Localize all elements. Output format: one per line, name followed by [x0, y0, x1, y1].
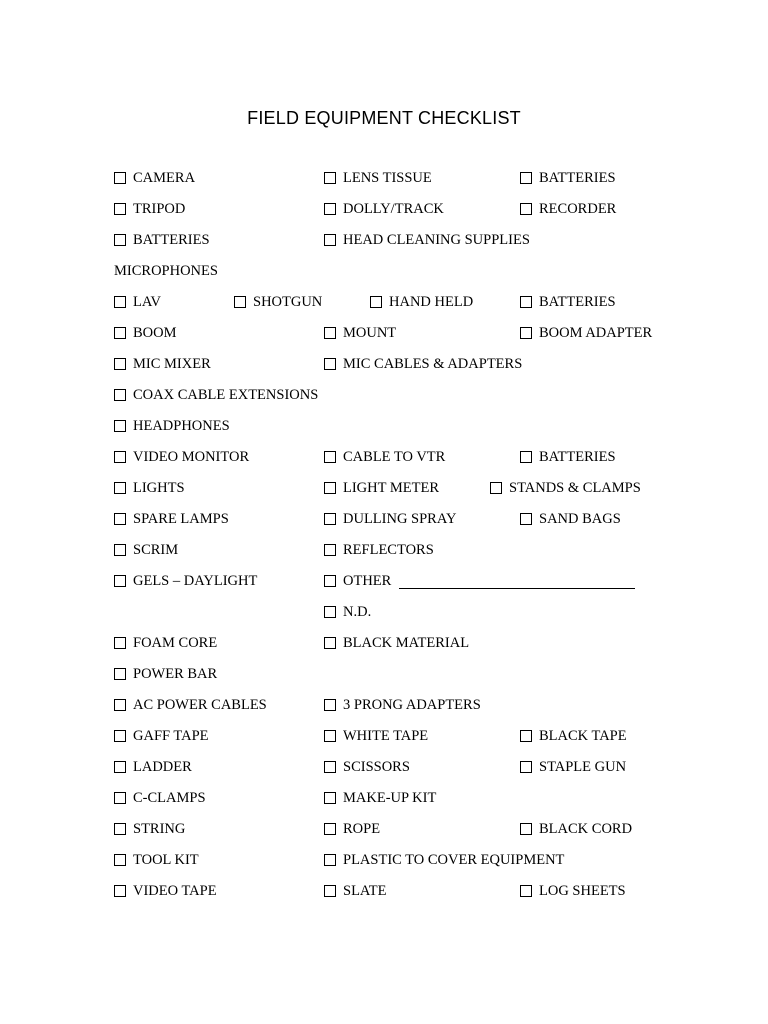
checkbox-icon[interactable] [114, 327, 126, 339]
checkbox-icon[interactable] [324, 699, 336, 711]
checkbox-icon[interactable] [520, 296, 532, 308]
checkbox-icon[interactable] [520, 513, 532, 525]
item-label: SPARE LAMPS [133, 511, 229, 527]
checkbox-light-meter[interactable] [324, 480, 439, 496]
checkbox-icon[interactable] [114, 389, 126, 401]
checkbox-icon[interactable] [114, 234, 126, 246]
item-label: OTHER [343, 573, 392, 589]
item-label: HEAD CLEANING SUPPLIES [343, 232, 530, 248]
item-label: HAND HELD [389, 294, 474, 310]
item-label: BOOM ADAPTER [539, 325, 653, 341]
checkbox-icon[interactable] [114, 637, 126, 649]
checkbox-make-up-kit[interactable] [324, 790, 436, 806]
item-label: LIGHTS [133, 480, 185, 496]
checkbox-staple-gun[interactable] [520, 759, 626, 775]
item-label: COAX CABLE EXTENSIONS [133, 387, 319, 403]
item-label: C-CLAMPS [133, 790, 206, 806]
item-label: DULLING SPRAY [343, 511, 457, 527]
checkbox-camera[interactable] [114, 170, 195, 186]
item-label: 3 PRONG ADAPTERS [343, 697, 481, 713]
item-label: BOOM [133, 325, 177, 341]
checkbox-nd[interactable] [324, 604, 371, 620]
item-label: TOOL KIT [133, 852, 199, 868]
checkbox-icon[interactable] [324, 606, 336, 618]
page-title: FIELD EQUIPMENT CHECKLIST [247, 108, 521, 128]
checkbox-icon[interactable] [324, 637, 336, 649]
checkbox-icon[interactable] [114, 668, 126, 680]
checkbox-icon[interactable] [114, 575, 126, 587]
item-label: LENS TISSUE [343, 170, 432, 186]
checkbox-icon[interactable] [324, 730, 336, 742]
checkbox-gaff-tape[interactable] [114, 728, 209, 744]
checkbox-icon[interactable] [114, 854, 126, 866]
item-label: STANDS & CLAMPS [509, 480, 641, 496]
item-label: SAND BAGS [539, 511, 621, 527]
item-label: REFLECTORS [343, 542, 434, 558]
checkbox-icon[interactable] [324, 203, 336, 215]
checkbox-icon[interactable] [114, 203, 126, 215]
item-label: BLACK CORD [539, 821, 633, 837]
checkbox-icon[interactable] [324, 358, 336, 370]
checkbox-spare-lamps[interactable] [114, 511, 229, 527]
checkbox-hand-held[interactable] [370, 294, 473, 310]
checkbox-dulling-spray[interactable] [324, 511, 456, 527]
checkbox-coax-cable-extensions[interactable] [114, 387, 318, 403]
checkbox-batteries-2[interactable] [114, 232, 210, 248]
item-label: BLACK TAPE [539, 728, 627, 744]
checkbox-white-tape[interactable] [324, 728, 428, 744]
checkbox-icon[interactable] [520, 885, 532, 897]
checkbox-icon[interactable] [324, 482, 336, 494]
checkbox-icon[interactable] [114, 296, 126, 308]
checkbox-icon[interactable] [114, 730, 126, 742]
checkbox-icon[interactable] [324, 792, 336, 804]
checkbox-headphones[interactable] [114, 418, 230, 434]
checkbox-head-cleaning-supplies[interactable] [324, 232, 530, 248]
item-label: DOLLY/TRACK [343, 201, 444, 217]
checkbox-reflectors[interactable] [324, 542, 434, 558]
checkbox-boom[interactable] [114, 325, 177, 341]
checkbox-icon[interactable] [114, 544, 126, 556]
item-label: HEADPHONES [133, 418, 230, 434]
checkbox-other[interactable] [324, 573, 635, 589]
checkbox-mic-cables-adapters[interactable] [324, 356, 522, 372]
checkbox-cable-to-vtr[interactable] [324, 449, 445, 465]
checkbox-power-bar[interactable] [114, 666, 217, 682]
checkbox-icon[interactable] [324, 172, 336, 184]
checkbox-shotgun[interactable] [234, 294, 322, 310]
checkbox-icon[interactable] [370, 296, 382, 308]
item-label: BATTERIES [539, 170, 616, 186]
checkbox-icon[interactable] [324, 234, 336, 246]
checkbox-log-sheets[interactable] [520, 883, 626, 899]
checkbox-icon[interactable] [114, 761, 126, 773]
item-label: STAPLE GUN [539, 759, 627, 775]
item-label: MAKE-UP KIT [343, 790, 437, 806]
checkbox-3-prong-adapters[interactable] [324, 697, 481, 713]
checkbox-icon[interactable] [324, 885, 336, 897]
item-label: GELS – DAYLIGHT [133, 573, 258, 589]
checkbox-mic-mixer[interactable] [114, 356, 211, 372]
item-label: ROPE [343, 821, 381, 837]
checkbox-tool-kit[interactable] [114, 852, 199, 868]
item-label: AC POWER CABLES [133, 697, 267, 713]
item-label: SLATE [343, 883, 387, 899]
checkbox-icon[interactable] [114, 699, 126, 711]
checkbox-icon[interactable] [324, 854, 336, 866]
item-label: RECORDER [539, 201, 617, 217]
checkbox-icon[interactable] [520, 761, 532, 773]
checkbox-icon[interactable] [114, 513, 126, 525]
item-label: LADDER [133, 759, 192, 775]
item-label: TRIPOD [133, 201, 186, 217]
checkbox-scissors[interactable] [324, 759, 410, 775]
checkbox-c-clamps[interactable] [114, 790, 206, 806]
item-label: LOG SHEETS [539, 883, 626, 899]
item-label: CAMERA [133, 170, 196, 186]
checkbox-stands-clamps[interactable] [490, 480, 641, 496]
other-write-in-line[interactable] [399, 574, 635, 589]
checkbox-icon[interactable] [114, 823, 126, 835]
checkbox-batteries-4[interactable] [520, 449, 616, 465]
item-label: CABLE TO VTR [343, 449, 446, 465]
checkbox-icon[interactable] [324, 327, 336, 339]
checkbox-lens-tissue[interactable] [324, 170, 432, 186]
checkbox-black-material[interactable] [324, 635, 469, 651]
item-label: BLACK MATERIAL [343, 635, 470, 651]
checkbox-icon[interactable] [520, 730, 532, 742]
item-label: BATTERIES [539, 294, 616, 310]
checkbox-scrim[interactable] [114, 542, 178, 558]
item-label: VIDEO TAPE [133, 883, 217, 899]
checkbox-icon[interactable] [520, 451, 532, 463]
item-label: MIC CABLES & ADAPTERS [343, 356, 523, 372]
checkbox-mount[interactable] [324, 325, 396, 341]
checkbox-icon[interactable] [114, 451, 126, 463]
checkbox-icon[interactable] [324, 513, 336, 525]
checkbox-batteries-1[interactable] [520, 170, 616, 186]
checkbox-boom-adapter[interactable] [520, 325, 652, 341]
item-label: STRING [133, 821, 186, 837]
checkbox-black-tape[interactable] [520, 728, 627, 744]
item-label: SCRIM [133, 542, 179, 558]
checkbox-slate[interactable] [324, 883, 387, 899]
item-label: MOUNT [343, 325, 397, 341]
checkbox-video-monitor[interactable] [114, 449, 249, 465]
checkbox-foam-core[interactable] [114, 635, 217, 651]
item-label: LAV [133, 294, 161, 310]
item-label: POWER BAR [133, 666, 218, 682]
item-label: MIC MIXER [133, 356, 211, 372]
checkbox-gels-daylight[interactable] [114, 573, 257, 589]
checkbox-plastic-to-cover-equipment[interactable] [324, 852, 564, 868]
checkbox-ac-power-cables[interactable] [114, 697, 267, 713]
checkbox-lav[interactable] [114, 294, 161, 310]
item-label: BATTERIES [539, 449, 616, 465]
checkbox-tripod[interactable] [114, 201, 185, 217]
item-label: VIDEO MONITOR [133, 449, 250, 465]
checkbox-rope[interactable] [324, 821, 380, 837]
item-label: FOAM CORE [133, 635, 218, 651]
checkbox-icon[interactable] [114, 792, 126, 804]
checkbox-icon[interactable] [324, 761, 336, 773]
microphones-heading: MICROPHONES [114, 263, 218, 279]
checkbox-icon[interactable] [324, 823, 336, 835]
checkbox-icon[interactable] [114, 172, 126, 184]
checkbox-icon[interactable] [520, 327, 532, 339]
checkbox-lights[interactable] [114, 480, 185, 496]
checkbox-icon[interactable] [234, 296, 246, 308]
item-label: SHOTGUN [253, 294, 323, 310]
item-label: SCISSORS [343, 759, 410, 775]
item-label: LIGHT METER [343, 480, 439, 496]
item-label: PLASTIC TO COVER EQUIPMENT [343, 852, 565, 868]
checkbox-video-tape[interactable] [114, 883, 217, 899]
item-label: GAFF TAPE [133, 728, 209, 744]
checkbox-dolly-track[interactable] [324, 201, 444, 217]
checkbox-ladder[interactable] [114, 759, 192, 775]
item-label: N.D. [343, 604, 372, 620]
checkbox-icon[interactable] [520, 823, 532, 835]
checkbox-string[interactable] [114, 821, 185, 837]
checkbox-sand-bags[interactable] [520, 511, 621, 527]
checkbox-icon[interactable] [114, 885, 126, 897]
checkbox-recorder[interactable] [520, 201, 616, 217]
checkbox-icon[interactable] [324, 451, 336, 463]
checkbox-icon[interactable] [114, 358, 126, 370]
checkbox-icon[interactable] [520, 172, 532, 184]
checkbox-batteries-3[interactable] [520, 294, 616, 310]
checkbox-icon[interactable] [490, 482, 502, 494]
checkbox-icon[interactable] [520, 203, 532, 215]
item-label: BATTERIES [133, 232, 210, 248]
item-label: WHITE TAPE [343, 728, 429, 744]
checkbox-black-cord[interactable] [520, 821, 632, 837]
checkbox-icon[interactable] [324, 575, 336, 587]
checkbox-icon[interactable] [114, 420, 126, 432]
checkbox-icon[interactable] [324, 544, 336, 556]
checkbox-icon[interactable] [114, 482, 126, 494]
